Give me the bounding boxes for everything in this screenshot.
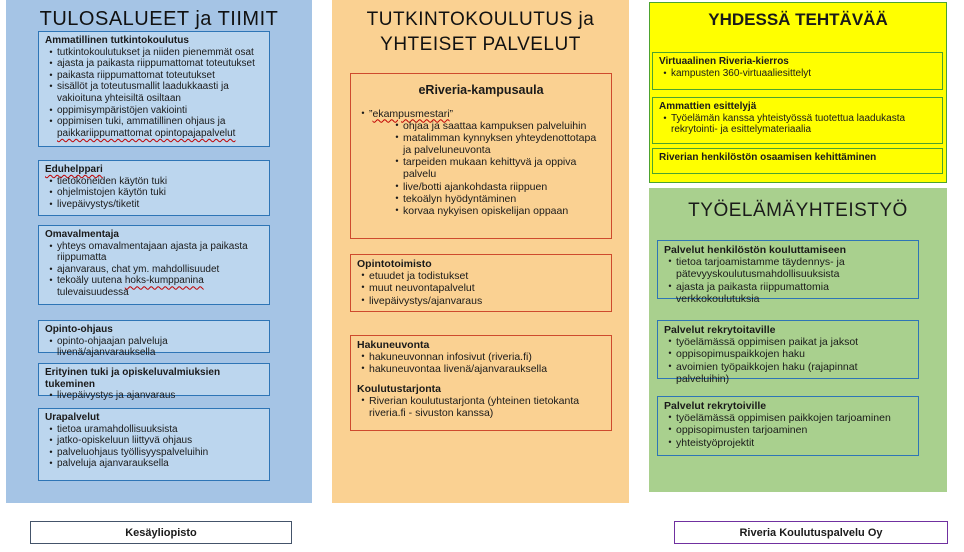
box-heading-koulutustarjonta: Koulutustarjonta xyxy=(357,382,441,395)
bullet-text: tutkintokoulutukset ja niiden pienemmät osat xyxy=(57,46,254,58)
bullet-text: tekoäly uutena hoks-kumppanina tulevaisuudessa xyxy=(57,275,204,298)
bullet-marker: • xyxy=(668,360,672,371)
box-heading: Omavalmentaja xyxy=(45,229,119,240)
bullet-list xyxy=(664,412,912,449)
bullet-list xyxy=(45,47,263,140)
panel-tulosalueet-ja-tiimit xyxy=(6,0,312,503)
bullet-item xyxy=(664,412,912,424)
bullet-list xyxy=(45,424,263,470)
panel-tyoelamayhteistyo xyxy=(649,188,947,492)
bullet-item xyxy=(664,256,912,280)
bullet-item xyxy=(45,458,263,470)
bullet-marker: • xyxy=(49,198,53,209)
bullet-marker: • xyxy=(361,351,365,362)
bullet-marker: • xyxy=(49,69,53,80)
bullet-marker: • xyxy=(49,46,53,57)
box-heading: Opintotoimisto xyxy=(357,258,432,270)
bullet-list xyxy=(664,256,912,305)
bullet-marker: • xyxy=(49,116,53,127)
bullet-list xyxy=(664,336,912,385)
bullet-text: avoimien työpaikkojen haku (rajapinnat palveluihin) xyxy=(676,360,858,385)
bullet-item xyxy=(45,47,263,59)
bullet-marker: • xyxy=(395,131,399,142)
box-ammattien-esittelyja xyxy=(652,97,943,144)
bullet-item xyxy=(45,241,263,264)
box-opintotoimisto xyxy=(350,254,612,312)
bullet-text: palveluohjaus työllisyyspalveluihin xyxy=(57,446,209,458)
bullet-item xyxy=(664,348,912,360)
bullet-marker: • xyxy=(49,263,53,274)
bullet-marker: • xyxy=(49,175,53,186)
bullet-text: livepäivystys ja ajanvaraus xyxy=(57,390,176,402)
bullet-item xyxy=(664,424,912,436)
bullet-text: oppisopimuspaikkojen haku xyxy=(676,348,805,361)
box-heading: Riverian henkilöstön osaamisen kehittäminen xyxy=(659,152,877,163)
bullet-marker: • xyxy=(361,294,365,305)
bullet-item xyxy=(45,390,263,402)
bullet-marker: • xyxy=(361,270,365,281)
bullet-item xyxy=(659,113,936,136)
bullet-marker: • xyxy=(49,275,53,286)
bullet-text: livepäivystys/ajanvaraus xyxy=(369,294,483,307)
eriveria-lead-bullet: ”ekampusmestari” xyxy=(369,107,454,120)
bullet-text: opinto-ohjaajan palveluja livenä/ajanvarauksella xyxy=(57,335,168,359)
bullet-marker: • xyxy=(395,180,399,191)
bullet-text: yhteistyöprojektit xyxy=(676,436,755,449)
spacer xyxy=(357,376,605,383)
bullet-text: live/botti ajankohdasta riippuen xyxy=(403,180,548,193)
bullet-item xyxy=(391,156,605,180)
footer-box-kesayliopisto xyxy=(30,521,292,544)
right-column xyxy=(649,0,947,503)
bullet-marker: • xyxy=(49,390,53,401)
bullet-item xyxy=(45,176,263,188)
eriveria-sub-bullet-list xyxy=(357,120,605,217)
bullet-item xyxy=(391,120,605,132)
bullet-text: tekoälyn hyödyntäminen xyxy=(403,192,517,205)
panel-title-tutkintokoulutus xyxy=(332,0,629,57)
bullet-text: ohjaa ja saattaa kampuksen palveluihin xyxy=(403,119,587,132)
title-line-2: YHTEISET PALVELUT xyxy=(380,34,581,55)
box-urapalvelut xyxy=(38,408,270,481)
bullet-item xyxy=(357,363,605,375)
box-palvelut-henkiloston-kouluttamiseen xyxy=(657,240,919,305)
bullet-marker: • xyxy=(49,423,53,434)
bullet-item xyxy=(45,435,263,447)
bullet-marker: • xyxy=(49,240,53,251)
bullet-text: sisällöt ja toteutusmallit laadukkaasti ja vakioituna yhteisiltä osiltaan xyxy=(57,81,229,104)
bullet-text: ajasta ja paikasta riippumattomia verkkokoulutuksia xyxy=(676,280,829,305)
bullet-marker: • xyxy=(49,187,53,198)
eriveria-title: eRiveria-kampusaula xyxy=(418,83,544,97)
bullet-item xyxy=(357,282,605,294)
bullet-item xyxy=(357,295,605,307)
bullet-text: tietoa tarjoamistamme täydennys- ja pätevyyskoulutusmahdollisuuksista xyxy=(676,256,845,281)
bullet-text: ajasta ja paikasta riippumattomat toteutukset xyxy=(57,58,255,70)
bullet-text: tietoa uramahdollisuuksista xyxy=(57,423,178,435)
bullet-list xyxy=(45,390,263,402)
footer-label: Kesäyliopisto xyxy=(125,526,197,539)
box-heading: Virtuaalinen Riveria-kierros xyxy=(659,56,789,67)
box-ammatillinen-tutkintokoulutus xyxy=(38,31,270,147)
box-henkiloston-osaamisen-kehittaminen xyxy=(652,148,943,174)
box-heading: Opinto-ohjaus xyxy=(45,324,113,335)
bullet-text: muut neuvontapalvelut xyxy=(369,282,475,295)
bullet-item xyxy=(664,361,912,385)
box-heading: Palvelut rekrytoiville xyxy=(664,400,767,412)
bullet-text: jatko-opiskeluun liittyvä ohjaus xyxy=(57,435,193,447)
bullet-marker: • xyxy=(49,58,53,69)
bullet-marker: • xyxy=(49,335,53,346)
bullet-marker: • xyxy=(395,119,399,130)
bullet-text: palveluja ajanvarauksella xyxy=(57,458,169,470)
bullet-text: Työelämän kanssa yhteistyössä tuotettua laadukasta rekrytointi- ja esittelymateriaalia xyxy=(671,112,906,136)
bullet-text: työelämässä oppimisen paikkojen tarjoaminen xyxy=(676,412,891,425)
bullet-text: kampusten 360-virtuaaliesittelyt xyxy=(671,67,812,79)
bullet-item xyxy=(45,424,263,436)
bullet-marker: • xyxy=(395,156,399,167)
bullet-list xyxy=(357,270,605,307)
box-palvelut-rekrytoiville xyxy=(657,396,919,456)
box-omavalmentaja xyxy=(38,225,270,305)
bullet-text: korvaa nykyisen opiskelijan oppaan xyxy=(403,204,569,217)
bullet-marker: • xyxy=(49,446,53,457)
bullet-item xyxy=(391,193,605,205)
bullet-list xyxy=(45,176,263,211)
title-line-1: TUTKINTOKOULUTUS ja xyxy=(366,9,595,30)
bullet-text: tarpeiden mukaan kehittyvä ja oppiva palvelu xyxy=(403,156,577,181)
bullet-text: ajanvaraus, chat ym. mahdollisuudet xyxy=(57,263,220,275)
box-heading: Palvelut rekrytoitaville xyxy=(664,324,776,336)
bullet-item xyxy=(45,116,263,139)
bullet-item xyxy=(45,187,263,199)
bullet-item xyxy=(391,205,605,217)
bullet-text: oppimisympäristöjen vakiointi xyxy=(57,104,188,116)
bullet-marker: • xyxy=(395,192,399,203)
bullet-list xyxy=(357,395,605,419)
box-palvelut-rekrytoitaville xyxy=(657,320,919,385)
bullet-marker: • xyxy=(49,458,53,469)
bullet-text: ohjelmistojen käytön tuki xyxy=(57,187,166,199)
bullet-text: etuudet ja todistukset xyxy=(369,270,469,283)
bullet-item xyxy=(45,70,263,82)
bullet-text: hakuneuvontaa livenä/ajanvarauksella xyxy=(369,363,548,376)
bullet-text: hakuneuvonnan infosivut (riveria.fi) xyxy=(369,351,532,364)
bullet-item xyxy=(45,447,263,459)
bullet-item xyxy=(664,336,912,348)
bullet-item xyxy=(357,270,605,282)
bullet-item xyxy=(45,81,263,104)
bullet-item xyxy=(45,275,263,298)
bullet-text: Riverian koulutustarjonta (yhteinen tietokanta riveria.fi - sivuston kanssa) xyxy=(369,394,580,419)
bullet-marker: • xyxy=(668,412,672,423)
bullet-list xyxy=(45,336,263,359)
footer-box-riveria-koulutuspalvelu xyxy=(674,521,948,544)
bullet-marker: • xyxy=(49,104,53,115)
bullet-list xyxy=(659,113,936,136)
box-heading-hakuneuvonta: Hakuneuvonta xyxy=(357,339,430,351)
bullet-item xyxy=(357,395,605,419)
bullet-marker: • xyxy=(668,280,672,291)
bullet-marker: • xyxy=(361,107,365,118)
bullet-text: matalimman kynnyksen yhteydenottotapa ja palveluneuvonta xyxy=(403,131,597,157)
bullet-text: paikasta riippumattomat toteutukset xyxy=(57,69,215,81)
box-heading: Urapalvelut xyxy=(45,412,100,423)
bullet-item xyxy=(659,68,936,80)
bullet-item xyxy=(664,437,912,449)
bullet-item xyxy=(45,105,263,117)
bullet-marker: • xyxy=(668,348,672,359)
bullet-item xyxy=(45,199,263,211)
bullet-text: tietokoneiden käytön tuki xyxy=(57,175,168,187)
bullet-marker: • xyxy=(49,435,53,446)
bullet-marker: • xyxy=(668,424,672,435)
box-heading: Ammatillinen tutkintokoulutus xyxy=(45,35,189,46)
bullet-item xyxy=(45,58,263,70)
bullet-text: oppisopimusten tarjoaminen xyxy=(676,424,808,437)
box-erityinen-tuki xyxy=(38,363,270,402)
footer-label: Riveria Koulutuspalvelu Oy xyxy=(739,526,883,539)
bullet-marker: • xyxy=(668,436,672,447)
bullet-marker: • xyxy=(361,394,365,405)
bullet-list xyxy=(357,351,605,375)
bullet-text: livepäivystys/tiketit xyxy=(57,198,140,210)
box-hakuneuvonta-koulutustarjonta xyxy=(350,335,612,431)
box-eduhelppari xyxy=(38,160,270,216)
bullet-item xyxy=(664,281,912,305)
panel-title-tyoelamayhteistyo: TYÖELÄMÄYHTEISTYÖ xyxy=(688,200,908,221)
box-eriveria-kampusaula xyxy=(350,73,612,239)
bullet-item xyxy=(391,181,605,193)
bullet-item xyxy=(357,108,605,120)
box-heading: Erityinen tuki ja opiskeluvalmiuksien tukeminen xyxy=(45,367,221,390)
panel-title-yhdessa: YHDESSÄ TEHTÄVÄÄ xyxy=(708,10,888,29)
box-opinto-ohjaus xyxy=(38,320,270,359)
bullet-marker: • xyxy=(49,81,53,92)
bullet-marker: • xyxy=(395,204,399,215)
bullet-item xyxy=(357,351,605,363)
bullet-marker: • xyxy=(668,336,672,347)
bullet-text: yhteys omavalmentajaan ajasta ja paikasta riippumatta xyxy=(57,240,248,264)
bullet-marker: • xyxy=(663,112,667,123)
bullet-text: työelämässä oppimisen paikat ja jaksot xyxy=(676,336,859,349)
bullet-marker: • xyxy=(668,256,672,267)
bullet-item xyxy=(391,132,605,156)
panel-tutkintokoulutus xyxy=(332,0,629,503)
bullet-text: oppimisen tuki, ammatillinen ohjaus ja paikkariippumattomat opintopajapalvelut xyxy=(57,116,236,139)
box-heading: Palvelut henkilöstön kouluttamiseen xyxy=(664,244,847,256)
panel-title-tulosalueet: TULOSALUEET ja TIIMIT xyxy=(39,8,279,30)
bullet-marker: • xyxy=(361,282,365,293)
box-virtuaalinen-riveria-kierros xyxy=(652,52,943,90)
bullet-marker: • xyxy=(361,363,365,374)
bullet-item xyxy=(45,264,263,276)
bullet-list xyxy=(659,68,936,80)
bullet-marker: • xyxy=(663,67,667,78)
box-heading: Eduhelppari xyxy=(45,164,103,175)
bullet-item xyxy=(45,336,263,359)
bullet-list xyxy=(45,241,263,299)
box-heading: Ammattien esittelyjä xyxy=(659,101,757,112)
panel-yhdessa-tehtavaa xyxy=(649,2,947,183)
